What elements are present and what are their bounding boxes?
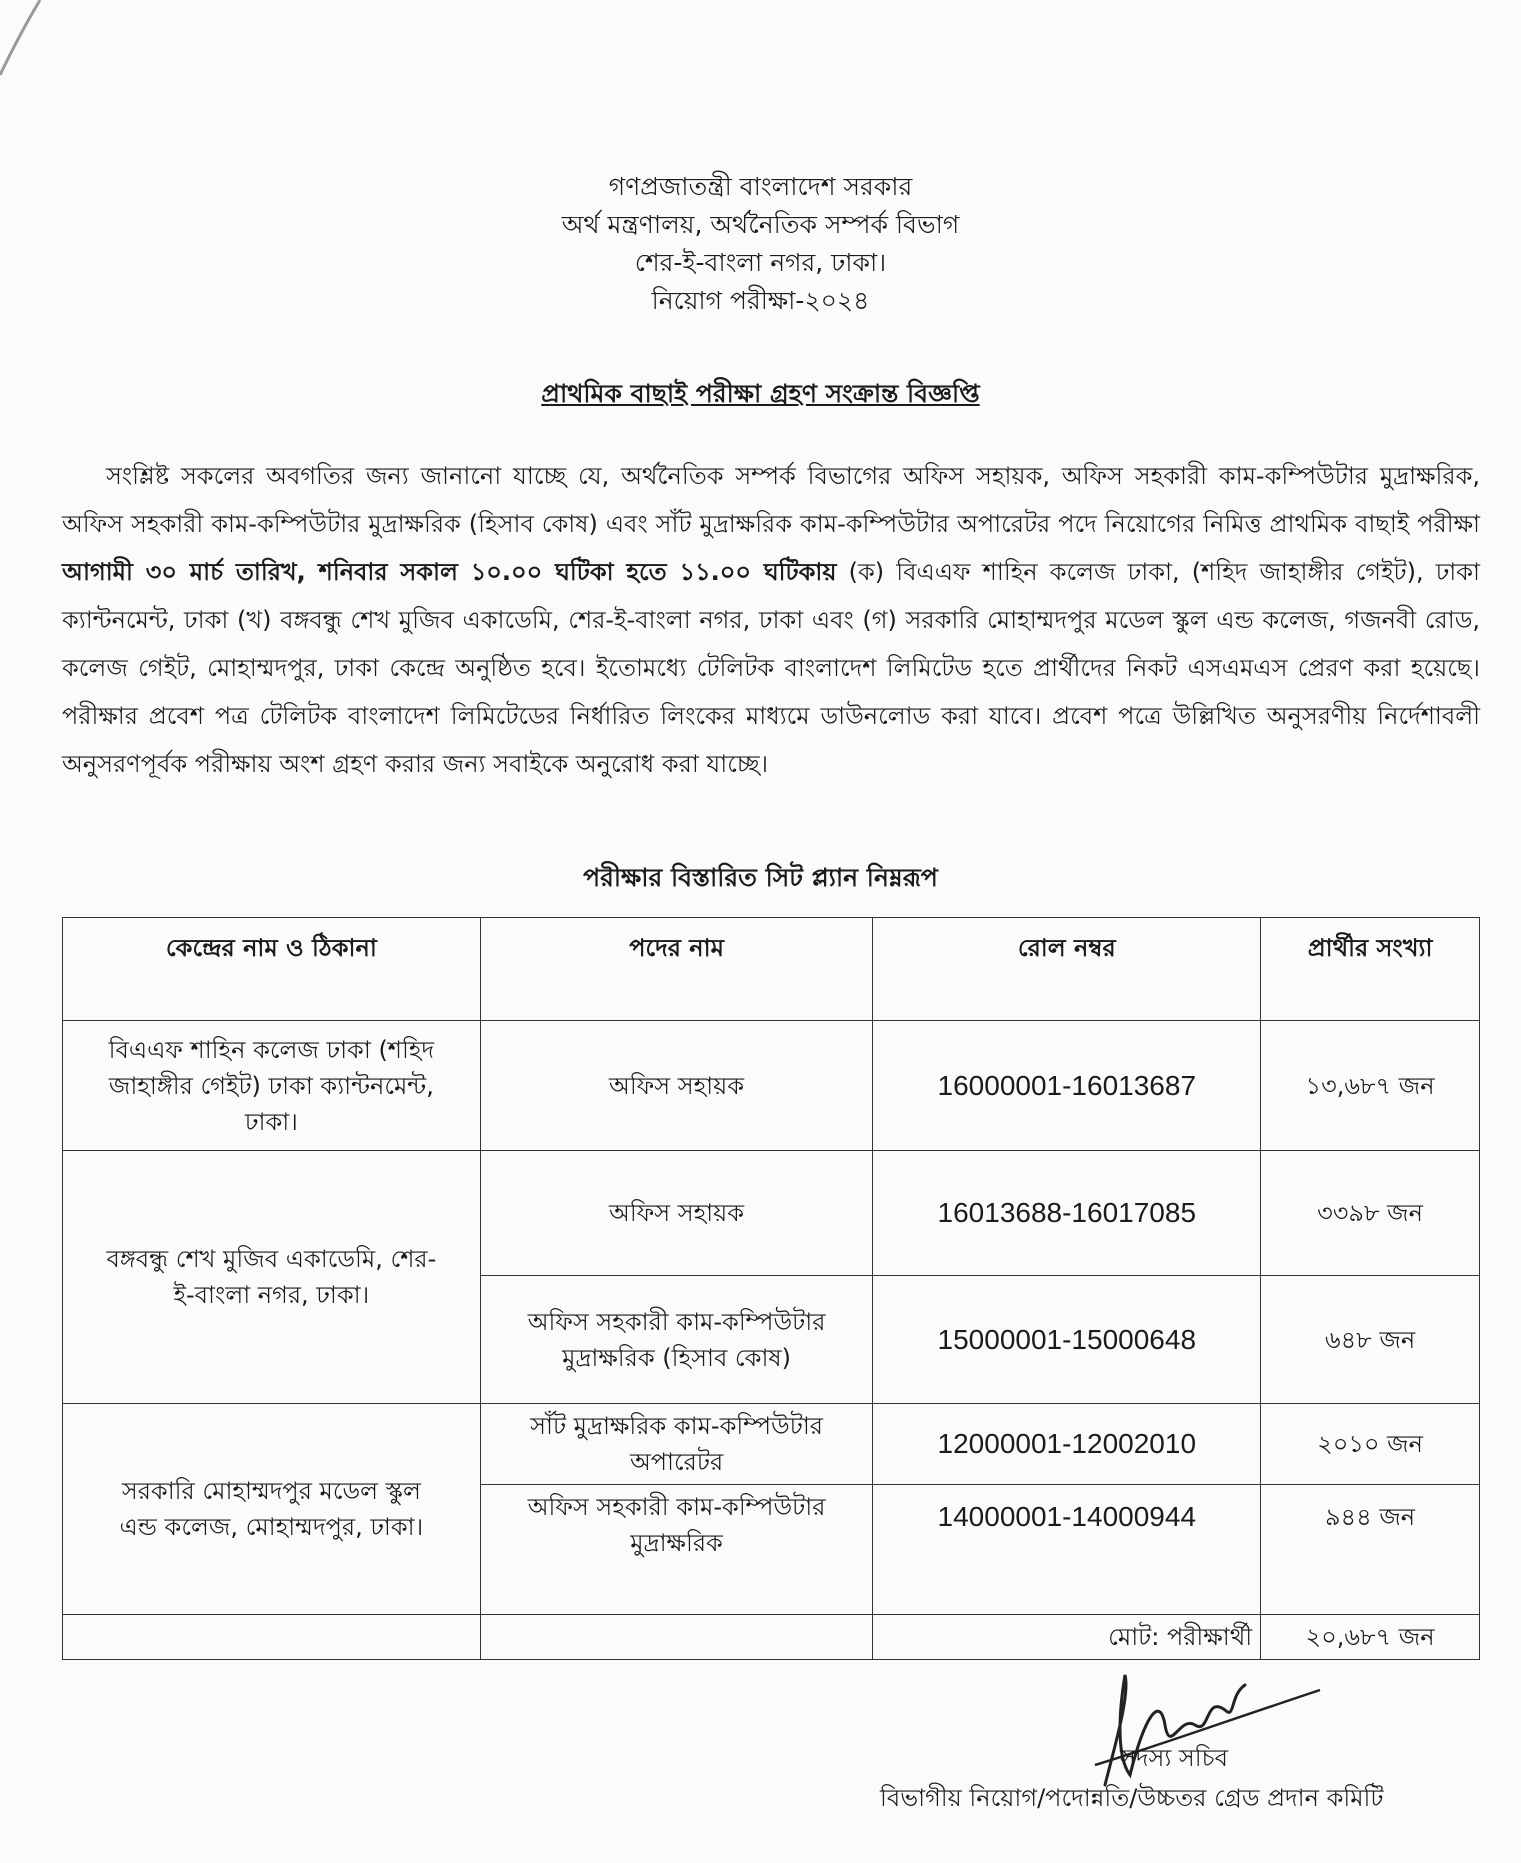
empty-cell — [63, 1615, 481, 1660]
signatory-role: সদস্য সচিব — [1120, 1744, 1228, 1772]
roll-cell: 16000001-16013687 — [873, 1021, 1261, 1151]
roll-cell: 16013688-16017085 — [873, 1151, 1261, 1276]
count-cell: ১৩,৬৮৭ জন — [1261, 1021, 1480, 1151]
header-exam: নিয়োগ পরীক্ষা-২০২৪ — [651, 286, 870, 315]
body-text-part1: সংশ্লিষ্ট সকলের অবগতির জন্য জানানো যাচ্ছে যে, অর্থনৈতিক সম্পর্ক বিভাগের অফিস সহায়ক, অফিস সহকারী কাম-কম্পিউটার মুদ্রাক্ষরিক, অফিস সহকারী কাম-কম্পিউটার মুদ্রাক্ষরিক (হিসাব কোষ) এবং সাঁট মুদ্রাক্ষরিক কাম-কম্পিউটার অপারেটর পদে নিয়োগের নিমিত্ত প্রাথমিক বাছাই পরীক্ষা — [62, 462, 1480, 538]
table-header-row — [63, 918, 1480, 1021]
body-text-part2: (ক) বিএএফ শাহিন কলেজ ঢাকা, (শহিদ জাহাঙ্গীর গেইট), ঢাকা ক্যান্টনমেন্ট, ঢাকা (খ) বঙ্গবন্ধু শেখ মুজিব একাডেমি, শের-ই-বাংলা নগর, ঢাকা এবং (গ) সরকারি মোহাম্মদপুর মডেল স্কুল এন্ড কলেজ, গজনবী রোড, কলেজ গেইট, মোহাম্মদপুর, ঢাকা কেন্দ্রে অনুষ্ঠিত হবে। ইতোমধ্যে টেলিটক বাংলাদেশ লিমিটেড হতে প্রার্থীদের নিকট এসএমএস প্রেরণ করা হয়েছে। পরীক্ষার প্রবেশ পত্র টেলিটক বাংলাদেশ লিমিটেডের নির্ধারিত লিংকের মাধ্যমে ডাউনলোড করা যাবে। প্রবেশ পত্রে উল্লিখিত অনুসরণীয় নির্দেশাবলী অনুসরণপূর্বক পরীক্ষায় অংশ গ্রহণ করার জন্য সবাইকে অনুরোধ করা যাচ্ছে। — [62, 558, 1480, 778]
count-cell: ৯৪৪ জন — [1261, 1485, 1480, 1615]
header-post: পদের নাম — [480, 918, 873, 1021]
roll-cell: 12000001-12002010 — [873, 1404, 1261, 1485]
total-label: মোট: পরীক্ষার্থী — [873, 1615, 1261, 1660]
center-cell: বিএএফ শাহিন কলেজ ঢাকা (শহিদ জাহাঙ্গীর গেইট) ঢাকা ক্যান্টনমেন্ট, ঢাকা। — [63, 1021, 481, 1151]
total-row — [63, 1615, 1480, 1660]
table-row — [63, 1151, 1480, 1276]
signatory-committee: বিভাগীয় নিয়োগ/পদোন্নতি/উচ্চতর গ্রেড প্রদান কমিটি — [880, 1784, 1384, 1812]
post-cell: অফিস সহায়ক — [480, 1151, 873, 1276]
seat-plan-table — [62, 917, 1480, 1660]
header-address: শের-ই-বাংলা নগর, ঢাকা। — [634, 248, 887, 277]
count-cell: ৩৩৯৮ জন — [1261, 1151, 1480, 1276]
post-cell: অফিস সহকারী কাম-কম্পিউটার মুদ্রাক্ষরিক (হিসাব কোষ) — [480, 1276, 873, 1404]
notice-title: প্রাথমিক বাছাই পরীক্ষা গ্রহণ সংক্রান্ত বিজ্ঞপ্তি — [541, 379, 980, 408]
header-count: প্রার্থীর সংখ্যা — [1261, 918, 1480, 1021]
post-cell: অফিস সহকারী কাম-কম্পিউটার মুদ্রাক্ষরিক — [480, 1485, 873, 1615]
roll-cell: 15000001-15000648 — [873, 1276, 1261, 1404]
count-cell: ২০১০ জন — [1261, 1404, 1480, 1485]
scan-edge-mark — [0, 0, 60, 120]
total-value: ২০,৬৮৭ জন — [1261, 1615, 1480, 1660]
table-row — [63, 1404, 1480, 1485]
center-cell: সরকারি মোহাম্মদপুর মডেল স্কুল এন্ড কলেজ, মোহাম্মদপুর, ঢাকা। — [63, 1404, 481, 1615]
post-cell: সাঁট মুদ্রাক্ষরিক কাম-কম্পিউটার অপারেটর — [480, 1404, 873, 1485]
post-cell: অফিস সহায়ক — [480, 1021, 873, 1151]
header-government: গণপ্রজাতন্ত্রী বাংলাদেশ সরকার — [608, 172, 913, 201]
center-cell: বঙ্গবন্ধু শেখ মুজিব একাডেমি, শের-ই-বাংলা নগর, ঢাকা। — [63, 1151, 481, 1404]
empty-cell — [480, 1615, 873, 1660]
notice-body — [62, 452, 1480, 788]
header-center: কেন্দ্রের নাম ও ঠিকানা — [63, 918, 481, 1021]
count-cell: ৬৪৮ জন — [1261, 1276, 1480, 1404]
header-ministry: অর্থ মন্ত্রণালয়, অর্থনৈতিক সম্পর্ক বিভাগ — [561, 210, 960, 239]
table-row — [63, 1021, 1480, 1151]
roll-cell: 14000001-14000944 — [873, 1485, 1261, 1615]
seat-plan-title: পরীক্ষার বিস্তারিত সিট প্ল্যান নিম্নরূপ — [583, 863, 938, 892]
header-roll: রোল নম্বর — [873, 918, 1261, 1021]
letterhead — [0, 168, 1521, 320]
body-text-date: আগামী ৩০ মার্চ তারিখ, শনিবার সকাল ১০.০০ ঘটিকা হতে ১১.০০ ঘটিকায় — [62, 558, 837, 586]
